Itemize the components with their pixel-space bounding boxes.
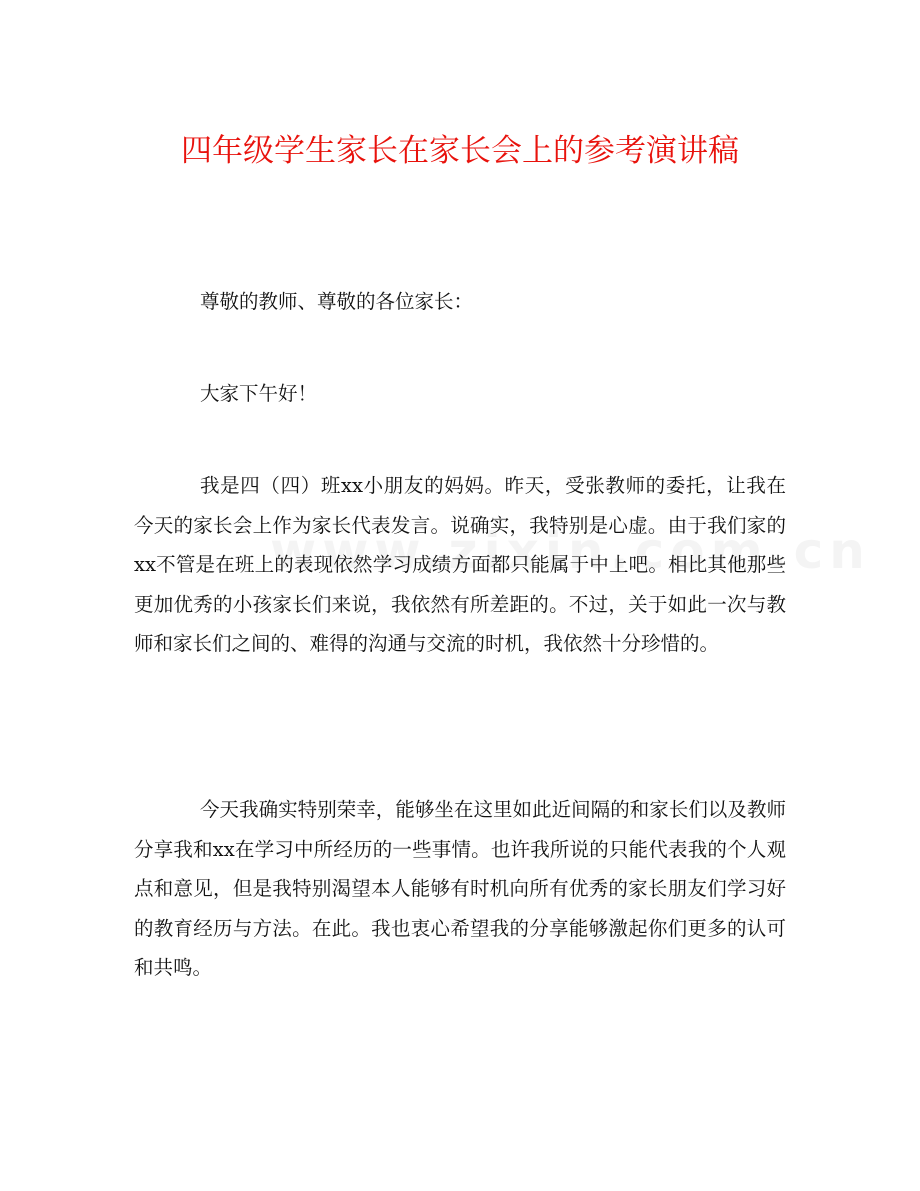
salutation: 尊敬的教师、尊敬的各位家长： <box>200 290 474 313</box>
body-paragraph-1: 我是四（四）班xx小朋友的妈妈。昨天，受张教师的委托，让我在今天的家长会上作为家长代表发言。说确实，我特别是心虚。由于我们家的xx不管是在班上的表现依然学习成绩方面都只能属于中上吧。相比其他那些更加优秀的小孩家长们来说，我依然有所差距的。不过，关于如此一次与教师和家长们之间的、难得的沟通与交流的时机，我依然十分珍惜的。 <box>134 474 786 655</box>
greeting: 大家下午好！ <box>200 382 318 405</box>
document-title: 四年级学生家长在家长会上的参考演讲稿 <box>181 133 739 169</box>
body-paragraph-2: 今天我确实特别荣幸，能够坐在这里如此近间隔的和家长们以及教师分享我和xx在学习中所经历的一些事情。也许我所说的只能代表我的个人观点和意见，但是我特别渴望本人能够有时机向所有优秀的家长朋友们学习好的教育经历与方法。在此。我也衷心希望我的分享能够激起你们更多的认可和共鸣。 <box>134 798 786 979</box>
